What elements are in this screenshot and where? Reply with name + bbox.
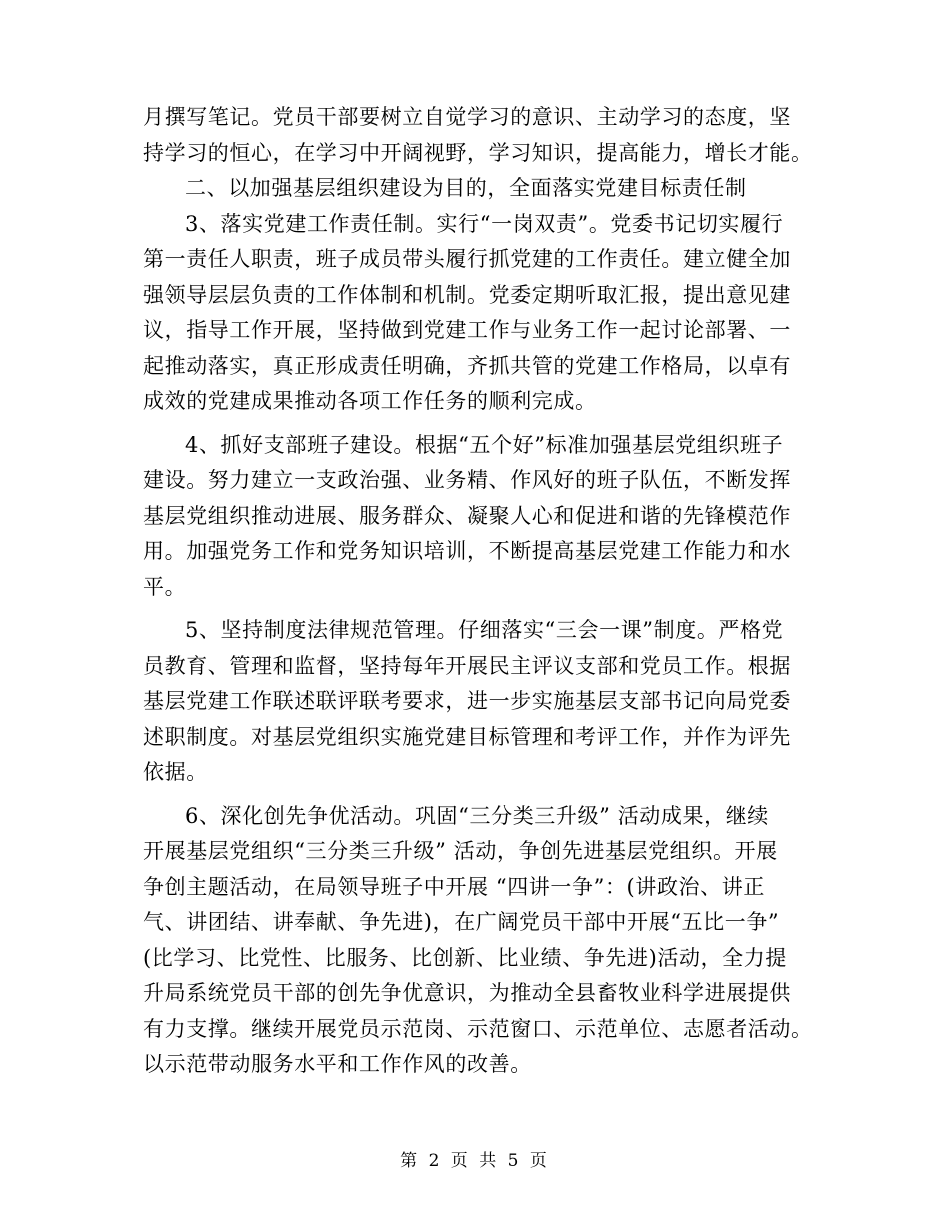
text-line: 3、落实党建工作责任制。实行“一岗双责”。党委书记切实履行: [185, 211, 784, 236]
paragraph-intro: [143, 100, 815, 171]
text-line: 第一责任人职责，班子成员带头履行抓党建的工作责任。建立健全加: [143, 247, 791, 271]
text-line: 起推动落实，真正形成责任明确，齐抓共管的党建工作格局，以卓有: [143, 353, 791, 378]
text-line: 议，指导工作开展，坚持做到党建工作与业务工作一起讨论部署、一: [143, 318, 791, 342]
text-line: 气、讲团结、讲奉献、争先进)，在广阔党员干部中开展“五比一争”: [143, 910, 780, 934]
text-line: 基层党组织推动进展、服务群众、凝聚人心和促进和谐的先锋模范作: [143, 503, 791, 528]
text-line: 升局系统党员干部的创先争优意识，为推动全县畜牧业科学进展提供: [143, 981, 791, 1005]
document-body: [143, 100, 815, 1083]
page-number-footer: 第 2 页 共 5 页: [400, 1151, 550, 1171]
text-line: 依据。: [143, 760, 208, 784]
text-line: (比学习、比党性、比服务、比创新、比业绩、争先进)活动，全力提: [143, 945, 787, 970]
text-line: 4、抓好支部班子建设。根据“五个好”标准加强基层党组织班子: [185, 432, 784, 457]
text-line: 员教育、管理和监督，坚持每年开展民主评议支部和党员工作。根据: [143, 653, 791, 678]
section-heading-text: 二、以加强基层组织建设为目的，全面落实党建目标责任制: [185, 176, 747, 200]
text-line: 持学习的恒心，在学习中开阔视野，学习知识，提高能力，增长才能。: [143, 140, 813, 165]
text-line: 述职制度。对基层党组织实施党建目标管理和考评工作，并作为评先: [143, 724, 791, 749]
text-line: 争创主题活动，在局领导班子中开展 “四讲一争”：(讲政治、讲正: [143, 874, 765, 899]
paragraph-item-5: [143, 613, 815, 791]
text-line: 有力支撑。继续开展党员示范岗、示范窗口、示范单位、志愿者活动。: [143, 1016, 813, 1041]
text-line: 开展基层党组织“三分类三升级” 活动，争创先进基层党组织。开展: [143, 839, 778, 863]
text-line: 成效的党建成果推动各项工作任务的顺利完成。: [143, 389, 597, 413]
text-line: 基层党建工作联述联评联考要求，进一步实施基层支部书记向局党委: [143, 689, 791, 713]
text-line: 6、深化创先争优活动。巩固“三分类三升级” 活动成果，继续: [185, 803, 769, 828]
text-line: 建设。努力建立一支政治强、业务精、作风好的班子队伍，不断发挥: [143, 468, 791, 492]
paragraph-item-4: [143, 428, 815, 606]
text-line: 强领导层层负责的工作体制和机制。党委定期听取汇报，提出意见建: [143, 282, 791, 307]
text-line: 5、坚持制度法律规范管理。仔细落实“三会一课”制度。严格党: [185, 618, 784, 642]
paragraph-item-3: [143, 207, 815, 420]
section-heading: [143, 171, 815, 207]
text-line: 以示范带动服务水平和工作作风的改善。: [143, 1052, 532, 1076]
text-line: 用。加强党务工作和党务知识培训，不断提高基层党建工作能力和水: [143, 539, 791, 563]
text-line: 平。: [143, 574, 187, 599]
paragraph-item-6: [143, 799, 815, 1083]
text-line: 月撰写笔记。党员干部要树立自觉学习的意识、主动学习的态度，坚: [143, 105, 791, 129]
